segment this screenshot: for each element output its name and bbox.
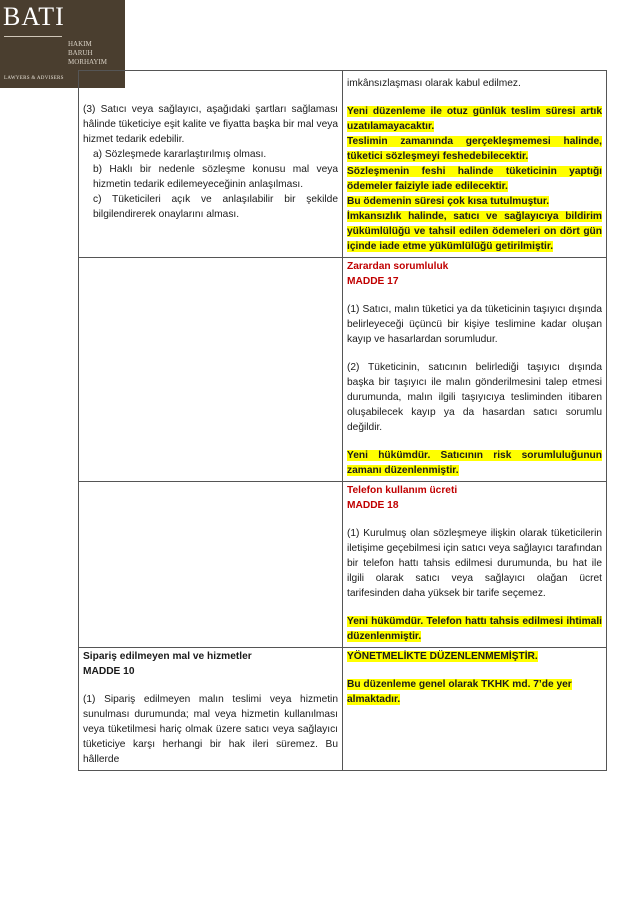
logo-partner: HAKIM <box>68 40 92 48</box>
logo-partners <box>68 40 124 67</box>
highlighted-note: Sözleşmenin feshi halinde tüketicinin yaptığı ödemeler faiziyle iade edilecektir. <box>347 166 602 192</box>
table-row <box>79 482 607 648</box>
paragraph: imkânsızlaşması olarak kabul edilmez. <box>347 78 521 89</box>
highlighted-note: Yeni düzenleme ile otuz günlük teslim süresi artık uzatılamayacaktır. <box>347 106 602 132</box>
logo-partner: MORHAYIM <box>68 58 108 66</box>
highlighted-note: Bu ödemenin süresi çok kısa tutulmuştur. <box>347 196 550 207</box>
right-cell <box>343 71 607 258</box>
article-title: Zarardan sorumluluk <box>347 261 449 272</box>
paragraph: (2) Tüketicinin, satıcının belirlediği taşıyıcı dışında başka bir taşıyıcı ile malın gönderilmesini talep etmesi durumunda, malın ilgili taşıyıcıya tesliminden itibaren oluşabilecek kayıp ya da hasardan satıcı sorumlu değildir. <box>347 362 602 433</box>
left-cell <box>79 258 343 482</box>
paragraph: (1) Sipariş edilmeyen malın teslimi veya hizmetin sunulması durumunda; mal veya hizmetin kullanılması veya tüketilmesi hariç olmak üzere satıcı veya sağlayıcı tüketiciye karşı herhangi bir hak ileri süremez. Bu hâllerde <box>83 694 338 765</box>
list-item: b) Haklı bir nedenle sözleşme konusu mal veya hizmetin tedarik edilemeyeceğinin anlaşılması. <box>93 164 338 190</box>
logo-subtitle: LAWYERS & ADVISERS <box>4 76 64 81</box>
article-number: MADDE 17 <box>347 276 399 287</box>
table-row <box>79 258 607 482</box>
highlighted-note: Bu düzenleme genel olarak TKHK md. 7’de yer almaktadır. <box>347 679 572 705</box>
logo-partner: BARUH <box>68 49 93 57</box>
left-cell <box>79 71 343 258</box>
paragraph: (1) Satıcı, malın tüketici ya da tüketicinin taşıyıcı dışında belirleyeceği üçüncü bir kişiye teslimine kadar oluşan kayıp ve hasarlardan sorumludur. <box>347 304 602 345</box>
list-item: a) Sözleşmede kararlaştırılmış olması. <box>93 149 267 160</box>
highlighted-note: Teslimin zamanında gerçekleşmemesi halinde, tüketici sözleşmeyi feshedebilecektir. <box>347 136 602 162</box>
right-cell <box>343 482 607 648</box>
paragraph: (1) Kurulmuş olan sözleşmeye ilişkin olarak tüketicilerin iletişime geçebilmesi için satıcı veya sağlayıcı tarafından bir telefon hattı tahsis edilmesi durumunda, bu hat ile ilgili olarak satıcı veya sağlayıcı olağan ücret tarifesinden daha yüksek bir tarife seçemez. <box>347 528 602 599</box>
logo-rule <box>4 36 62 37</box>
highlighted-note: İmkansızlık halinde, satıcı ve sağlayıcıya bildirim yükümlülüğü ve tahsil edilen ödemeleri on dört gün içinde iade etme yükümlülüğü getirilmiştir. <box>347 211 602 252</box>
article-number: MADDE 18 <box>347 500 399 511</box>
logo-name: BATI <box>3 2 65 31</box>
list-item: c) Tüketicileri açık ve anlaşılabilir bir şekilde bilgilendirerek onaylarını alması. <box>93 194 338 220</box>
article-number: MADDE 10 <box>83 666 135 677</box>
article-title: Sipariş edilmeyen mal ve hizmetler <box>83 651 252 662</box>
highlighted-note: YÖNETMELİKTE DÜZENLENMEMİŞTİR. <box>347 651 538 662</box>
left-cell <box>79 648 343 771</box>
table-row <box>79 648 607 771</box>
highlighted-note: Yeni hükümdür. Satıcının risk sorumluluğunun zamanı düzenlenmiştir. <box>347 450 602 476</box>
paragraph: (3) Satıcı veya sağlayıcı, aşağıdaki şartları sağlaması hâlinde tüketiciye eşit kalite ve fiyatta başka bir mal veya hizmet tedarik edebilir. <box>83 104 338 145</box>
highlighted-note: Yeni hükümdür. Telefon hattı tahsis edilmesi ihtimali düzenlenmiştir. <box>347 616 602 642</box>
article-title: Telefon kullanım ücreti <box>347 485 458 496</box>
comparison-table <box>78 70 607 771</box>
right-cell <box>343 648 607 771</box>
table-row <box>79 71 607 258</box>
right-cell <box>343 258 607 482</box>
left-cell <box>79 482 343 648</box>
